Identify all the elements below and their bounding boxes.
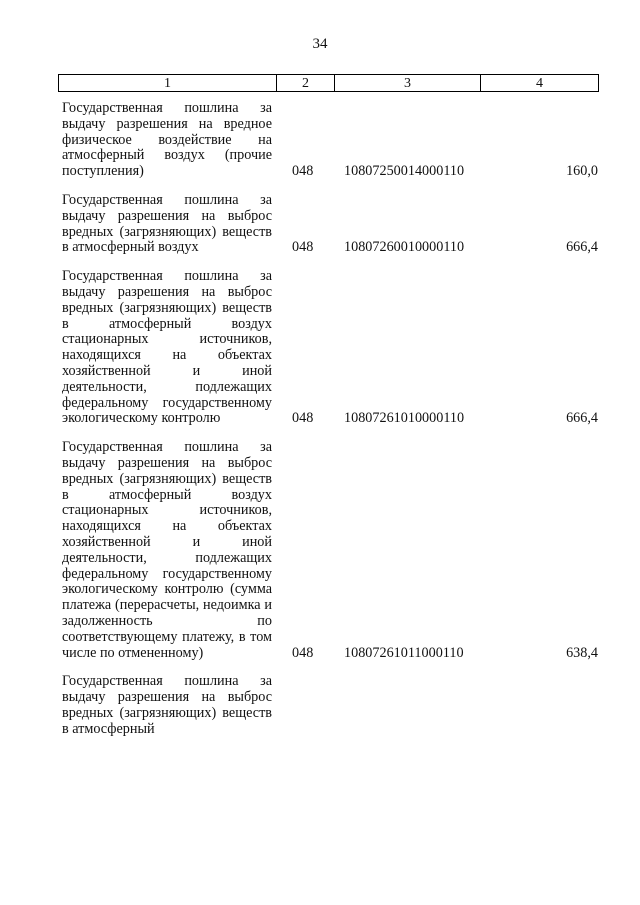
page-number: 34: [312, 36, 328, 52]
column-header-4: 4: [481, 75, 599, 92]
row-budget-code: 10807260010000110: [344, 239, 465, 256]
row-budget-code: 10807250014000110: [344, 163, 465, 180]
row-amount: 666,4: [566, 410, 598, 427]
row-description: Государственная пошлина за выдачу разрешения на выброс вредных (загрязняющих) веществ в атмосферный воздух стационарных источников, находящихся на объектах хозяйственной и иной деятельности, подлежащих федеральному государственному экологическому контролю (сумма платежа (перерасчеты, недоимка и задолженность по соответствующему платежу, в том числе по отмененному): [62, 439, 272, 661]
row-admin-code: 048: [292, 239, 314, 256]
row-admin-code: 048: [292, 163, 314, 180]
column-header-1: 1: [59, 75, 277, 92]
column-header-2: 2: [277, 75, 335, 92]
row-description: Государственная пошлина за выдачу разрешения на выброс вредных (загрязняющих) веществ в атмосферный воздух: [62, 191, 272, 256]
row-admin-code: 048: [292, 644, 314, 661]
row-amount: 666,4: [566, 239, 598, 256]
row-budget-code: 10807261011000110: [344, 644, 464, 661]
table-row: [58, 440, 598, 661]
table-row: [58, 674, 598, 737]
row-admin-code: 048: [292, 410, 314, 427]
table-row: [58, 193, 598, 256]
row-description: Государственная пошлина за выдачу разрешения на вредное физическое воздействие на атмосферный воздух (прочие поступления): [62, 100, 272, 180]
row-description: Государственная пошлина за выдачу разрешения на выброс вредных (загрязняющих) веществ в атмосферный: [62, 673, 272, 737]
row-amount: 638,4: [566, 644, 598, 661]
row-description: Государственная пошлина за выдачу разрешения на выброс вредных (загрязняющих) веществ в атмосферный воздух стационарных источников, находящихся на объектах хозяйственной и иной деятельности, подлежащих федеральному государственному экологическому контролю: [62, 268, 272, 427]
row-amount: 160,0: [566, 163, 598, 180]
column-header-3: 3: [335, 75, 481, 92]
table-row: [58, 269, 598, 427]
table-body: [58, 101, 598, 750]
row-budget-code: 10807261010000110: [344, 410, 465, 427]
column-header-table: [58, 74, 599, 92]
table-row: [58, 101, 598, 180]
